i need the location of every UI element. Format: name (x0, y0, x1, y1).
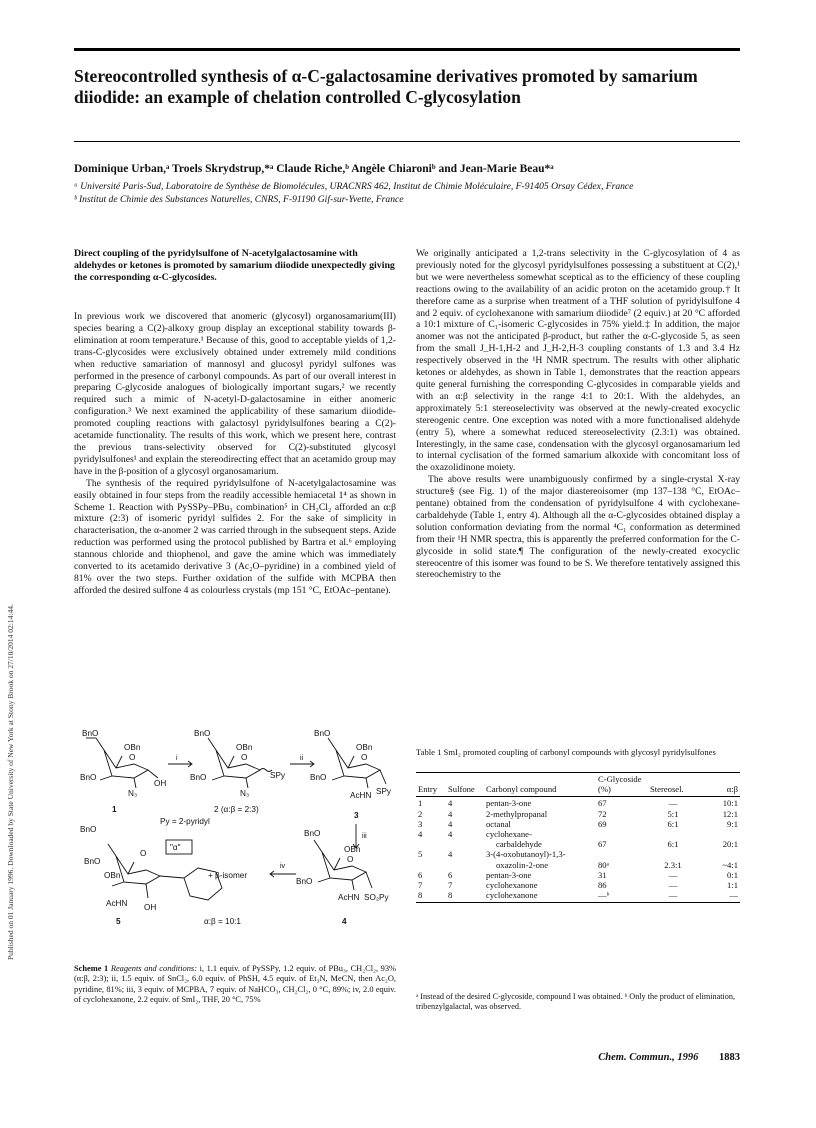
compound-number: 2 (α:β = 2:3) (214, 805, 259, 814)
abstract: Direct coupling of the pyridylsulfone of N-acetylgalactosamine with aldehydes or ketones is promoted by samarium diiodide unexpectedly giving the corresponding α-C-glycosides. (74, 248, 395, 283)
scheme-label: O (241, 753, 248, 762)
header-carbonyl: Carbonyl compound (486, 784, 557, 795)
table-row (416, 839, 740, 849)
scheme-label: BnO (80, 773, 97, 782)
scheme-label: OH (154, 779, 167, 788)
table-cell: 67 (598, 839, 607, 850)
scheme-label: BnO (80, 825, 97, 834)
table-caption: Table 1 SmI₂ promoted coupling of carbonyl compounds with glycosyl pyridylsulfones (416, 747, 716, 757)
scheme-label: SO₂Py (364, 893, 389, 902)
scheme-label: BnO (310, 773, 327, 782)
table-cell: 4 (448, 808, 453, 819)
title-rule (74, 141, 740, 142)
table-cell: 4 (448, 849, 453, 860)
table-cell: 8 (418, 890, 423, 901)
table-rule (416, 796, 740, 797)
table-cell: carbaldehyde (496, 839, 542, 850)
table-cell (416, 839, 446, 849)
table-cell (698, 829, 740, 839)
scheme-caption-text: i, 1.1 equiv. of PySSPy, 1.2 equiv. of PBu₃, CH₂Cl₂, 93% (α:β, 2:3); ii, 1.5 equiv. of SnCl₂, 6.0 equiv. of PhSH, 4.5 equiv. of Et₃N, MeCN, then Ac₂O, pyridine, 81%; iii, 3 equiv. of MCPBA, 7 equiv. of NaHCO₃, CH₂Cl₂, 0 °C, 89%; iv, 2.0 equiv. of cyclohexanone, 2.2 equiv. of SmI₂, THF, 20 °C, 75% (74, 964, 397, 1005)
header-yield: C-Glycoside (%) (598, 774, 642, 795)
table-cell: — (668, 880, 678, 891)
table-cell: 31 (598, 869, 607, 880)
scheme-label: OBn (356, 743, 373, 752)
scheme-label: OBn (124, 743, 141, 752)
scheme-label: BnO (194, 729, 211, 738)
table-rule (416, 902, 740, 903)
table-row (416, 880, 740, 890)
table-row (416, 798, 740, 808)
scheme-label: OBn (236, 743, 253, 752)
scheme-caption (74, 964, 396, 1006)
table-cell: 80ᵃ (598, 859, 609, 870)
affiliations (74, 181, 740, 206)
table-cell: cyclohexane- (486, 829, 532, 840)
affiliation-a: ᵃ Université Paris-Sud, Laboratoire de Synthèse de Biomolécules, URACNRS 462, Institut de Chimie Moléculaire, F-91405 Orsay Cédex, France (74, 181, 634, 192)
scheme-label: BnO (190, 773, 207, 782)
table-cell: 67 (598, 798, 607, 809)
scheme-caption-label: Scheme 1 (74, 964, 109, 973)
table-cell: 4 (448, 818, 453, 829)
scheme-label: OBn (344, 845, 361, 854)
table-cell (416, 860, 446, 870)
table-cell: 7 (448, 880, 453, 891)
pyridyl-definition: Py = 2-pyridyl (160, 817, 210, 826)
scheme-label: BnO (84, 857, 101, 866)
scheme-label: OBn (104, 871, 121, 880)
scheme-1-figure (74, 728, 396, 964)
table-row (416, 819, 740, 829)
table-header-row (416, 773, 740, 795)
table-cell (648, 849, 698, 859)
page-footer (560, 1052, 740, 1063)
table-cell: 8 (448, 890, 453, 901)
scheme-label: N₃ (128, 789, 138, 798)
table-cell: cyclohexanone (486, 880, 538, 891)
scheme-label: N₃ (240, 789, 250, 798)
table-cell: 5 (418, 849, 423, 860)
header-entry: Entry (418, 784, 438, 795)
paragraph: We originally anticipated a 1,2-trans selectivity in the C-glycosylation of 4 as previously noted for the glycosyl pyridylsulfones possessing a substituent at C(2),¹ but we were nevertheless somewhat sceptical as to the efficiency of these coupling reactions owing to the availability of an acidic proton on the acetamido group.† It therefore came as a surprise when treatment of a THF solution of pyridylsulfone 4 and 2 equiv. of cyclohexanone with samarium diiodide⁷ (2 equiv.) at 20 °C afforded a 10:1 mixture of C₁-isomeric C-glycosides in 75% yield.‡ In addition, the major anomer was not the anticipated β-product, but rather the α-C-glycoside 5, as seen from the small J_H-1,H-2 and J_H-2,H-3 coupling constants of 1.3 and 3.4 Hz respectively observed in the ¹H NMR spectrum. The results with other aliphatic ketones or aldehydes, as shown in Table 1, demonstrates that the reaction appears quite general furnishing the corresponding C-glycosides in comparable yields and with an α:β selectivity in the range 4:1 to 20:1. With the aldehydes, an approximately 5:1 stereoselectivity was observed at the newly-created exocyclic stereogenic centre. One exception was noted with a more functionalised aldehyde (entry 5), where a somewhat reduced stereoselectivity (2.3:1) was obtained. Interestingly, in the same case, condensation with the glycosyl organosamarium led to internal cyclisation of the formed samarium alkoxide with concomitant loss of the oxazolidinone moiety. (416, 248, 740, 474)
table-footnote: ᵃ Instead of the desired C-glycoside, compound I was obtained. ᵇ Only the product of elimination, tribenzylgalactal, was observed. (416, 992, 736, 1012)
scheme-label: O (361, 753, 368, 762)
table-cell: 20:1 (722, 839, 738, 850)
step-label: iv (280, 863, 286, 870)
journal-citation: Chem. Commun., 1996 (598, 1052, 699, 1063)
paragraph: The above results were unambiguously confirmed by a single-crystal X-ray structure§ (see Fig. 1) of the major diastereoisomer (mp 137–138 °C, EtOAc–pentane) obtained from the condensation of pyridylsulfone 4 with cyclohexane-carbaldehyde (Table 1, entry 4). Although all the α-C-glycosides obtained display a solution conformation deviating from the normal ⁴C₁ conformation as determined from their ¹H NMR spectra, this is apparently the preferred conformation for the C-glycoside in solid state.¶ The configuration of the newly-created exocyclic stereocentre of this isomer was found to be S. We therefore tentatively assigned this stereochemistry to the (416, 474, 740, 581)
table-cell: 4 (418, 829, 423, 840)
table-cell: 9:1 (727, 818, 738, 829)
table-row (416, 829, 740, 839)
table-cell: 0:1 (727, 869, 738, 880)
table-cell: — (668, 869, 678, 880)
affiliation-b: ᵇ Institut de Chimie des Substances Naturelles, CNRS, F-91190 Gif-sur-Yvette, France (74, 193, 404, 205)
table-row (416, 860, 740, 870)
table-cell: octanal (486, 818, 511, 829)
table-cell (596, 829, 648, 839)
table-cell (596, 849, 648, 859)
table-cell: —ᵇ (598, 890, 610, 901)
table-cell: 6 (418, 869, 423, 880)
compound-number: 3 (354, 811, 359, 820)
table-cell: 2.3:1 (664, 859, 682, 870)
scheme-label: BnO (304, 829, 321, 838)
scheme-label: OH (144, 903, 157, 912)
table-row (416, 890, 740, 900)
paper-title: Stereocontrolled synthesis of α-C-galactosamine derivatives promoted by samarium diiodide: an example of chelation controlled C-glycosylation (74, 66, 698, 107)
header-stereosel: Stereosel. (650, 784, 684, 795)
scheme-label: SPy (376, 787, 392, 796)
table-cell: — (668, 890, 678, 901)
table-cell: 1:1 (727, 880, 738, 891)
scheme-label: BnO (82, 729, 99, 738)
step-label: iii (362, 833, 367, 840)
header-ratio: α:β (726, 784, 738, 795)
scheme-label: O (129, 753, 136, 762)
table-cell: ~4:1 (722, 859, 738, 870)
download-notice: Published on 01 January 1996. Downloaded by State University of New York at Stony Brook on 27/10/2014 02:14:44. (6, 604, 15, 960)
table-cell: 4 (448, 798, 453, 809)
table-row (416, 809, 740, 819)
table-row (416, 870, 740, 880)
table-cell: 69 (598, 818, 607, 829)
top-rule (74, 48, 740, 51)
scheme-label: AcHN (338, 893, 360, 902)
scheme-label: SPy (270, 771, 286, 780)
table-cell (446, 839, 484, 849)
header-sulfone: Sulfone (448, 784, 475, 795)
table-cell (446, 860, 484, 870)
table-cell: 6 (448, 869, 453, 880)
table-cell: oxazolin-2-one (496, 859, 549, 870)
scheme-label: BnO (296, 877, 313, 886)
scheme-label: BnO (314, 729, 331, 738)
table-cell: 3 (418, 818, 423, 829)
table-cell: 2-methylpropanal (486, 808, 548, 819)
table-cell: pentan-3-one (486, 798, 532, 809)
alpha-box-label: "α" (170, 843, 181, 852)
table-cell: — (668, 798, 678, 809)
scheme-label: O (140, 849, 147, 858)
beta-isomer-label: + β-isomer (208, 871, 248, 880)
scheme-label: O (347, 855, 354, 864)
table-cell (698, 849, 740, 859)
table-cell: 5:1 (667, 808, 679, 819)
table-cell: 10:1 (722, 798, 738, 809)
right-column-body (416, 248, 740, 581)
table-row (416, 849, 740, 859)
scheme-label: AcHN (350, 791, 372, 800)
table-cell: 7 (418, 880, 423, 891)
author-list: Dominique Urban,ᵃ Troels Skrydstrup,*ᵃ Claude Riche,ᵇ Angèle Chiaroniᵇ and Jean-Marie Beau*ᵃ (74, 163, 554, 175)
table-cell: pentan-3-one (486, 869, 532, 880)
page-number: 1883 (719, 1052, 740, 1063)
compound-number: 1 (112, 805, 117, 814)
scheme-caption-lead: Reagents and conditions: (110, 964, 197, 973)
table-cell: 3-(4-oxobutanoyl)-1,3- (486, 849, 566, 860)
scheme-label: AcHN (106, 899, 128, 908)
compound-number: 5 (116, 917, 121, 926)
table-cell: 6:1 (667, 818, 679, 829)
results-table (416, 773, 740, 900)
table-cell: — (729, 890, 738, 901)
left-column-body (74, 311, 396, 597)
table-cell (648, 829, 698, 839)
table-cell: 1 (418, 798, 423, 809)
step-label: i (176, 755, 178, 762)
paragraph: The synthesis of the required pyridylsulfone of N-acetylgalactosamine was easily obtained in four steps from the readily accessible hemiacetal 1⁴ as shown in Scheme 1. Reaction with PySSPy–PBu₃ combination⁵ in CH₂Cl₂ afforded an α:β mixture (2:3) of isomeric pyridyl sulfides 2. For the sake of simplicity in characterisation, the α-anomer 2 was carried through in the subsequent steps. Azide reduction was performed using the protocol published by Bartra et al.⁶ employing stannous chloride and thiophenol, and gave the amine which was immediately converted to its acetamido derivative 3 (Ac₂O–pyridine) in a combined yield of 81% over the two steps. Further oxidation of the sulfide with MCPBA then afforded the desired sulfone 4 as colourless crystals (mp 151 °C, EtOAc–pentane). (74, 477, 396, 596)
table-cell: 86 (598, 880, 607, 891)
ratio-label: α:β = 10:1 (204, 917, 241, 926)
paragraph: In previous work we discovered that anomeric (glycosyl) organosamarium(III) species bearing a C(2)-alkoxy group display an exceptional stability towards β-elimination at room temperature.¹ Because of this, good to acceptable yields of 1,2-trans-C-glycosides were exclusively obtained under extremely mild conditions when reductive samariation of mannosyl and glucosyl pyridyl sulfones was performed in the presence of carbonyl compounds. As part of our overall interest in preparing C-glycoside analogues of biologically important sugars,² we recently required such a mimic of N-acetyl-D-galactosamine in either anomeric configuration.³ We next examined the applicability of these samarium diiodide-promoted coupling reactions with galactosyl pyridylsulfones bearing a C(2)-acetamide functionality. The results of this work, which we present here, contrast the previous trans-selectivity observed for C(2)-substituted glycosyl pyridylsulfones¹ and explain the stereodirecting effect that an acetamido group may have in the β-position of a glycosyl organosamarium. (74, 311, 396, 477)
reaction-scheme (74, 728, 396, 964)
table-1 (416, 772, 740, 903)
table-cell: 4 (448, 829, 453, 840)
table-cell: 2 (418, 808, 423, 819)
table-cell: cyclohexanone (486, 890, 538, 901)
table-cell: 72 (598, 808, 607, 819)
table-cell: 6:1 (667, 839, 679, 850)
table-cell: 12:1 (722, 808, 738, 819)
compound-number: 4 (342, 917, 347, 926)
step-label: ii (300, 755, 304, 762)
